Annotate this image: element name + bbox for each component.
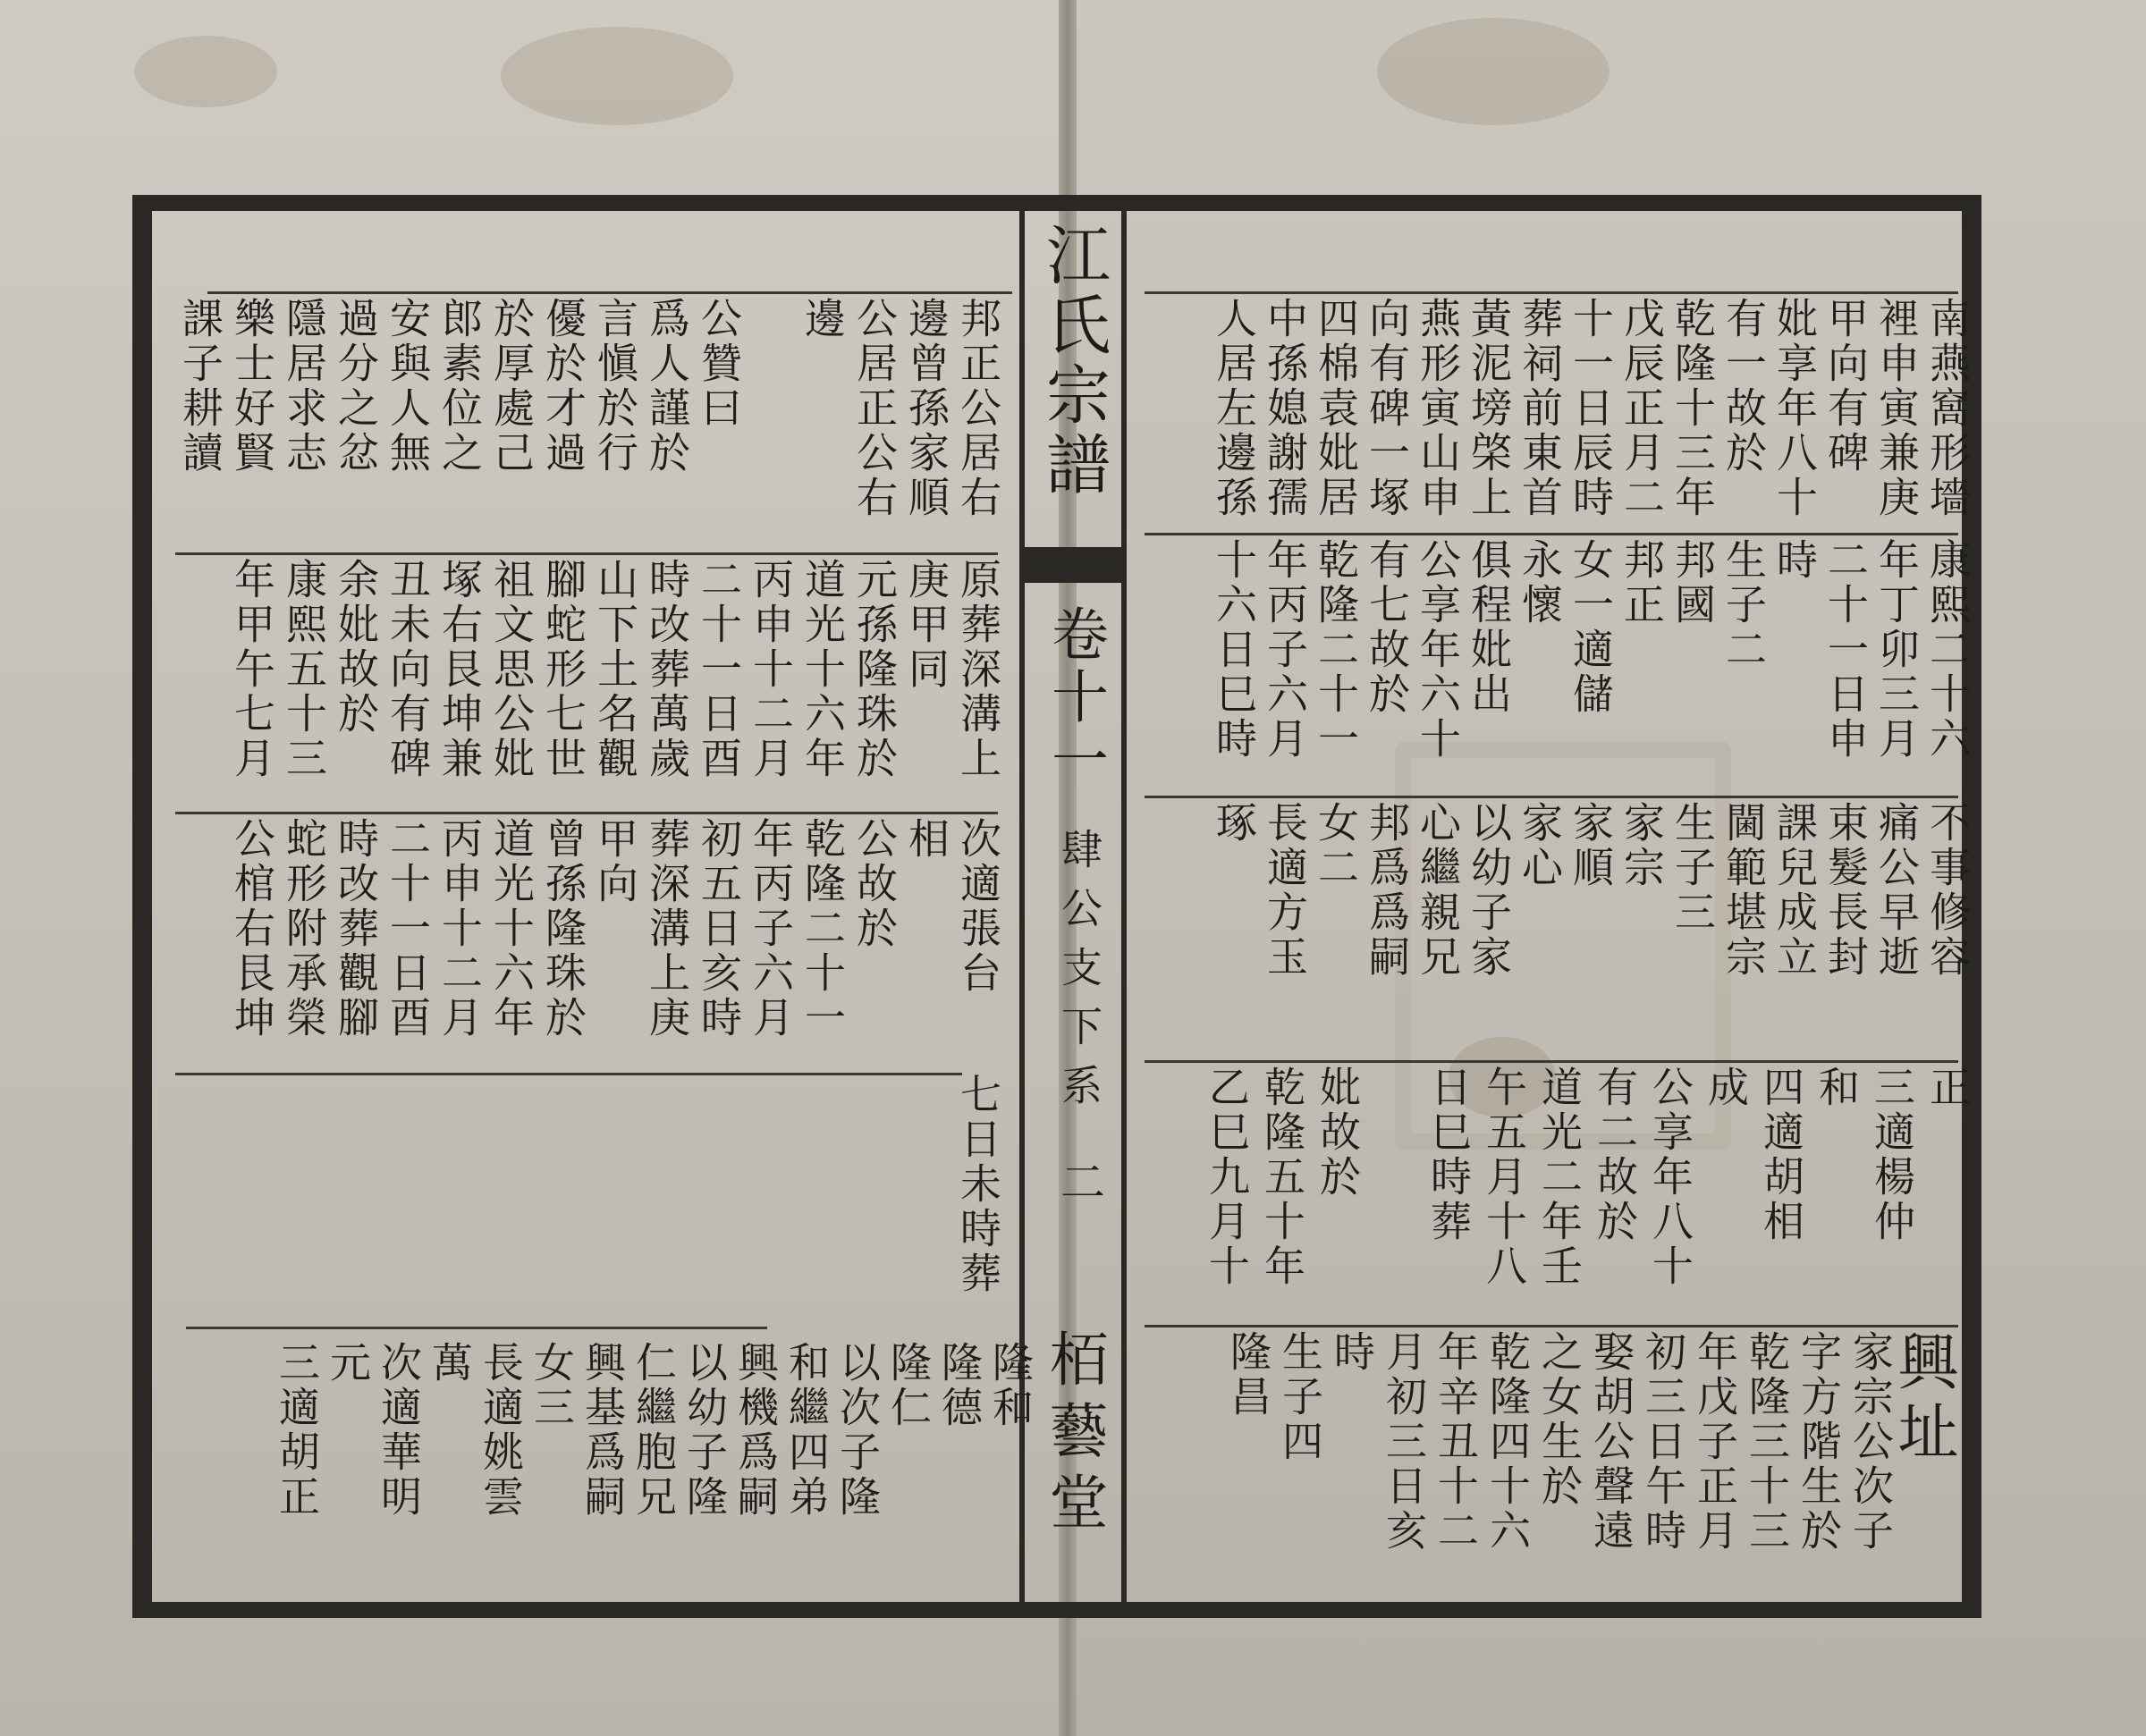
text-column: 過分之忿 bbox=[332, 297, 380, 476]
text-column: 乾隆二十一 bbox=[1312, 538, 1360, 762]
text-column: 年丙子六月 bbox=[1261, 538, 1309, 762]
text-column: 興機爲嗣 bbox=[731, 1341, 780, 1520]
text-column: 女二 bbox=[1312, 801, 1360, 890]
text-column: 仁繼胞兄 bbox=[629, 1341, 678, 1520]
text-column: 二十一日申 bbox=[1821, 538, 1870, 762]
text-column: 乾隆十三年 bbox=[1669, 297, 1717, 520]
text-column: 時改葬萬歲 bbox=[643, 558, 691, 781]
text-column: 十一日辰時 bbox=[1567, 297, 1615, 520]
text-column: 於厚處己 bbox=[487, 297, 536, 476]
text-column: 三適楊仲 bbox=[1868, 1066, 1916, 1244]
text-column: 午五月十八 bbox=[1480, 1066, 1528, 1289]
text-column: 丙申十二月 bbox=[747, 558, 795, 781]
text-column: 元孫隆珠於 bbox=[850, 558, 899, 781]
text-column: 向有碑一塚 bbox=[1363, 297, 1411, 520]
branch-label: 肆公支下系 bbox=[1055, 828, 1103, 1123]
text-column: 初五日亥時 bbox=[695, 817, 743, 1041]
rule-line bbox=[207, 291, 1012, 294]
text-column: 有七故於 bbox=[1363, 538, 1411, 717]
text-column: 公享年八十 bbox=[1646, 1066, 1694, 1289]
text-column: 十六日巳時 bbox=[1210, 538, 1258, 762]
text-column: 相 bbox=[902, 817, 950, 862]
text-column: 邦國 bbox=[1669, 538, 1717, 628]
text-column: 痛公早逝 bbox=[1872, 801, 1921, 980]
rule-line bbox=[186, 1327, 767, 1329]
rule-line bbox=[1145, 1060, 1958, 1063]
genealogy-title: 江氏宗譜 bbox=[1035, 222, 1111, 501]
rule-line bbox=[1145, 291, 1958, 294]
text-column: 南燕窩形墻 bbox=[1923, 297, 1972, 520]
text-column: 束髮長封 bbox=[1821, 801, 1870, 980]
text-column: 優於才過 bbox=[539, 297, 587, 476]
text-column: 安與人無 bbox=[384, 297, 432, 476]
text-column: 邦爲爲嗣 bbox=[1363, 801, 1411, 980]
text-column: 三適胡正 bbox=[273, 1341, 321, 1520]
rule-line bbox=[1145, 533, 1958, 535]
text-column: 四棉袁妣居 bbox=[1312, 297, 1360, 520]
text-column: 人居左邊孫 bbox=[1210, 297, 1258, 520]
rule-line bbox=[175, 812, 998, 814]
text-column: 家宗公次子 bbox=[1846, 1330, 1895, 1554]
text-column: 隆昌 bbox=[1224, 1330, 1272, 1420]
text-column: 年丙子六月 bbox=[747, 817, 795, 1041]
text-column: 日巳時葬 bbox=[1424, 1066, 1473, 1244]
text-column: 之女生於 bbox=[1535, 1330, 1584, 1509]
text-column: 隆和 bbox=[986, 1341, 1035, 1430]
text-column: 裡申寅兼庚 bbox=[1872, 297, 1921, 520]
hall-name: 栢藝堂 bbox=[1039, 1328, 1108, 1543]
text-column: 道光二年壬 bbox=[1535, 1066, 1584, 1289]
text-column: 隆仁 bbox=[884, 1341, 933, 1430]
text-column: 康熙二十六 bbox=[1923, 538, 1972, 762]
text-column: 邦正公居右 bbox=[954, 297, 1002, 520]
text-column: 年辛丑十二 bbox=[1432, 1330, 1480, 1554]
text-column: 妣故於 bbox=[1314, 1066, 1362, 1200]
text-column: 葬祠前東首 bbox=[1516, 297, 1564, 520]
text-column: 腳蛇形七世 bbox=[539, 558, 587, 781]
text-column: 時 bbox=[1770, 538, 1819, 583]
text-column: 不事修容 bbox=[1923, 801, 1972, 980]
text-column: 和 bbox=[1812, 1066, 1861, 1110]
text-column: 女一適儲 bbox=[1567, 538, 1615, 717]
text-column: 以幼子隆 bbox=[680, 1341, 729, 1520]
text-column: 乙巳九月十 bbox=[1203, 1066, 1251, 1289]
text-column: 有二故於 bbox=[1591, 1066, 1639, 1244]
text-column: 公故於 bbox=[850, 817, 899, 951]
text-column: 葬深溝上庚 bbox=[643, 817, 691, 1041]
text-column: 娶胡公聲遠 bbox=[1587, 1330, 1635, 1554]
text-column: 長適姚雲 bbox=[477, 1341, 525, 1520]
text-column: 生子三 bbox=[1669, 801, 1717, 935]
text-column: 二十一日酉 bbox=[695, 558, 743, 781]
text-column: 家心 bbox=[1516, 801, 1564, 890]
text-column: 以幼子家 bbox=[1465, 801, 1513, 980]
text-column: 課兒成立 bbox=[1770, 801, 1819, 980]
text-column: 永懷 bbox=[1516, 538, 1564, 628]
text-column: 次適張台 bbox=[954, 817, 1002, 996]
text-column: 年甲午七月 bbox=[228, 558, 276, 781]
text-column: 余妣故於 bbox=[332, 558, 380, 737]
text-column: 乾隆五十年 bbox=[1258, 1066, 1306, 1289]
rule-line bbox=[1145, 796, 1958, 798]
text-column: 公贊曰 bbox=[695, 297, 743, 431]
text-column: 琢 bbox=[1210, 801, 1258, 846]
text-column: 乾隆二十一 bbox=[798, 817, 847, 1041]
text-column: 長適方玉 bbox=[1261, 801, 1309, 980]
text-column: 興址 bbox=[1888, 1330, 1958, 1470]
text-column: 心繼親兄 bbox=[1414, 801, 1462, 980]
text-column: 妣享年八十 bbox=[1770, 297, 1819, 520]
text-column: 家順 bbox=[1567, 801, 1615, 890]
text-column: 丑未向有碑 bbox=[384, 558, 432, 781]
rule-line bbox=[1145, 1325, 1958, 1327]
text-column: 庚甲同 bbox=[902, 558, 950, 692]
text-column: 燕形寅山申 bbox=[1414, 297, 1462, 520]
text-column: 四適胡相 bbox=[1757, 1066, 1805, 1244]
text-column: 曾孫隆珠於 bbox=[539, 817, 587, 1041]
text-column: 乾隆四十六 bbox=[1483, 1330, 1532, 1554]
text-column: 康熙五十三 bbox=[280, 558, 328, 781]
volume-number: 卷十一 bbox=[1042, 604, 1108, 792]
paper-stain bbox=[1377, 18, 1610, 125]
paper-stain bbox=[501, 27, 733, 125]
text-column: 言愼於行 bbox=[591, 297, 639, 476]
rule-line bbox=[175, 552, 998, 555]
text-column: 課子耕讀 bbox=[176, 297, 224, 476]
text-column: 時改葬觀腳 bbox=[332, 817, 380, 1041]
text-column: 和繼四弟 bbox=[782, 1341, 831, 1520]
text-column: 成 bbox=[1702, 1066, 1750, 1110]
text-column: 女三 bbox=[528, 1341, 576, 1430]
text-column: 以次子隆 bbox=[833, 1341, 882, 1520]
text-column: 甲向 bbox=[591, 817, 639, 906]
text-column: 元 bbox=[324, 1341, 372, 1386]
text-column: 年丁卯三月 bbox=[1872, 538, 1921, 762]
text-column: 原葬深溝上 bbox=[954, 558, 1002, 781]
text-column: 郎素位之 bbox=[435, 297, 484, 476]
text-column: 隆德 bbox=[935, 1341, 984, 1430]
text-column: 生子四 bbox=[1276, 1330, 1324, 1464]
text-column: 時 bbox=[1328, 1330, 1376, 1375]
text-column: 蛇形附承榮 bbox=[280, 817, 328, 1041]
text-column: 樂士好賢 bbox=[228, 297, 276, 476]
text-column: 俱程妣出 bbox=[1465, 538, 1513, 717]
text-column: 月初三日亥 bbox=[1380, 1330, 1428, 1554]
text-column: 道光十六年 bbox=[798, 558, 847, 781]
page-number: 二 bbox=[1053, 1159, 1105, 1203]
text-column: 邦正 bbox=[1618, 538, 1666, 628]
text-column: 興基爲嗣 bbox=[579, 1341, 627, 1520]
fish-tail-mark bbox=[1025, 547, 1121, 583]
text-column: 祖文思公妣 bbox=[487, 558, 536, 781]
text-column: 公居正公右 bbox=[850, 297, 899, 520]
text-column: 戊辰正月二 bbox=[1618, 297, 1666, 520]
column-edge bbox=[1121, 211, 1127, 1602]
text-column: 爲人謹於 bbox=[643, 297, 691, 476]
text-column: 正 bbox=[1923, 1066, 1972, 1110]
text-column: 邊 bbox=[798, 297, 847, 341]
text-column: 家宗 bbox=[1618, 801, 1666, 890]
text-column: 閫範堪宗 bbox=[1719, 801, 1768, 980]
text-column: 年戊子正月 bbox=[1691, 1330, 1739, 1554]
text-column: 邊曾孫家順 bbox=[902, 297, 950, 520]
text-column: 公棺右艮坤 bbox=[228, 817, 276, 1041]
text-column: 中孫媳謝孺 bbox=[1261, 297, 1309, 520]
text-column: 初三日午時 bbox=[1639, 1330, 1687, 1554]
text-column: 有一故於 bbox=[1719, 297, 1768, 476]
text-column: 道光十六年 bbox=[487, 817, 536, 1041]
text-column: 乾隆三十三 bbox=[1743, 1330, 1791, 1554]
text-column: 山下土名觀 bbox=[591, 558, 639, 781]
text-column: 隱居求志 bbox=[280, 297, 328, 476]
text-column: 黃泥塝棨上 bbox=[1465, 297, 1513, 520]
text-column: 丙申十二月 bbox=[435, 817, 484, 1041]
text-column: 萬 bbox=[426, 1341, 474, 1386]
text-column: 字方階生於 bbox=[1795, 1330, 1843, 1554]
text-column: 生子二 bbox=[1719, 538, 1768, 672]
text-column: 公享年六十 bbox=[1414, 538, 1462, 762]
text-column: 塚右艮坤兼 bbox=[435, 558, 484, 781]
text-column: 次適華明 bbox=[375, 1341, 423, 1520]
burial-note: 七日未時葬 bbox=[954, 1073, 1002, 1296]
rule-line bbox=[175, 1073, 962, 1075]
text-column: 甲向有碑 bbox=[1821, 297, 1870, 476]
paper-stain bbox=[134, 36, 277, 107]
text-column: 二十一日酉 bbox=[384, 817, 432, 1041]
